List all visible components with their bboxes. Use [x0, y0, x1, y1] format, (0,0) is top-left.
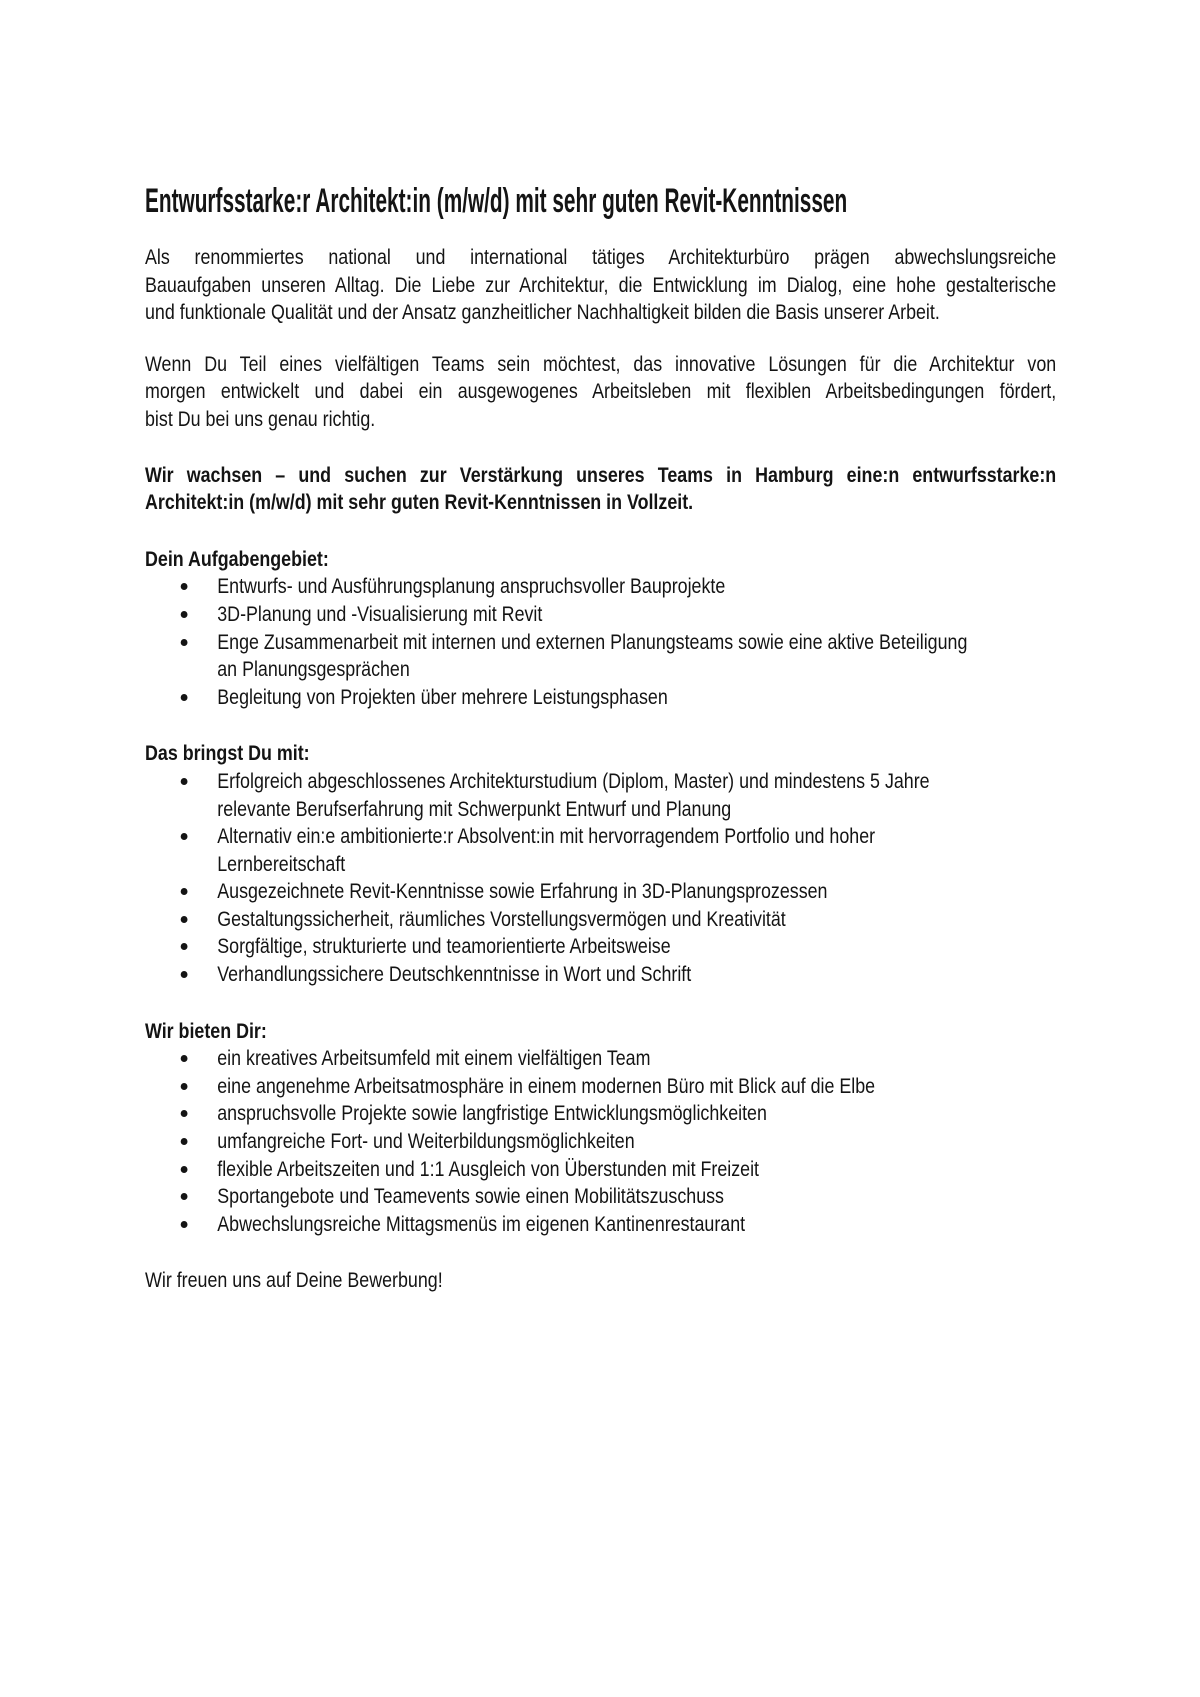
bullet-icon — [181, 1083, 188, 1090]
paragraph-line: Wir wachsen – und suchen zur Verstärkung unseres Teams in Hamburg eine:n entwurfsstarke:n — [145, 463, 1057, 487]
section-heading: Wir bieten Dir: — [145, 1019, 267, 1043]
list-item-text: Gestaltungssicherheit, räumliches Vorstellungsvermögen und Kreativität — [217, 907, 786, 931]
section-heading: Das bringst Du mit: — [145, 742, 310, 766]
list-item — [145, 601, 1056, 629]
list-item — [145, 1073, 1056, 1101]
bullet-icon — [181, 916, 188, 923]
bullet-icon — [181, 888, 188, 895]
bullet-icon — [181, 694, 188, 701]
intro-paragraph — [145, 351, 1056, 434]
list-item — [145, 768, 1056, 823]
list-item — [145, 933, 1056, 961]
list-item-text: Entwurfs- und Ausführungsplanung anspruchsvoller Bauprojekte — [217, 575, 726, 599]
list-item-text: ein kreatives Arbeitsumfeld mit einem vielfältigen Team — [217, 1047, 651, 1071]
list-item — [145, 906, 1056, 934]
bullet-icon — [181, 1110, 188, 1117]
list-item — [145, 684, 1056, 712]
paragraph-line: und funktionale Qualität und der Ansatz ganzheitlicher Nachhaltigkeit bilden die Basis unserer Arbeit. — [145, 301, 940, 325]
list-item-text: Verhandlungssichere Deutschkenntnisse in Wort und Schrift — [217, 963, 692, 987]
paragraph-line: morgen entwickelt und dabei ein ausgewogenes Arbeitsleben mit flexiblen Arbeitsbedingungen fördert, — [145, 380, 1057, 404]
list-item-text: Enge Zusammenarbeit mit internen und externen Planungsteams sowie eine aktive Beteiligung an Planungsgesprächen — [217, 630, 968, 682]
paragraph-line: Bauaufgaben unseren Alltag. Die Liebe zur Architektur, die Entwicklung im Dialog, eine hohe gestalterische — [145, 273, 1057, 297]
document-sections — [145, 546, 1056, 1239]
bullet-icon — [181, 611, 188, 618]
list-item — [145, 573, 1056, 601]
bullet-icon — [181, 971, 188, 978]
list-item-text: Sorgfältige, strukturierte und teamorientierte Arbeitsweise — [217, 935, 671, 959]
bullet-list — [145, 573, 1056, 711]
list-item-text: Alternativ ein:e ambitionierte:r Absolvent:in mit hervorragendem Portfolio und hoher Lernbereitschaft — [217, 825, 876, 876]
list-item — [145, 1128, 1056, 1156]
list-item-text: anspruchsvolle Projekte sowie langfristige Entwicklungsmöglichkeiten — [217, 1102, 767, 1126]
intro-paragraph — [145, 244, 1056, 327]
bullet-icon — [181, 943, 188, 950]
list-item-text: Sportangebote und Teamevents sowie einen Mobilitätszuschuss — [217, 1185, 724, 1209]
document-content — [145, 184, 1056, 1295]
closing-line: Wir freuen uns auf Deine Bewerbung! — [145, 1269, 443, 1293]
list-item — [145, 629, 1056, 684]
list-item — [145, 1156, 1056, 1184]
list-item — [145, 1183, 1056, 1211]
bullet-icon — [181, 1221, 188, 1228]
list-item — [145, 878, 1056, 906]
bullet-list — [145, 1045, 1056, 1238]
list-item — [145, 1211, 1056, 1239]
intro-paragraphs — [145, 244, 1056, 517]
list-item-text: eine angenehme Arbeitsatmosphäre in einem modernen Büro mit Blick auf die Elbe — [217, 1074, 876, 1098]
list-item-text: 3D-Planung und -Visualisierung mit Revit — [217, 602, 543, 626]
paragraph-line: Als renommiertes national und international tätiges Architekturbüro prägen abwechslungsreiche — [145, 246, 1057, 269]
list-item-text: Ausgezeichnete Revit-Kenntnisse sowie Erfahrung in 3D-Planungsprozessen — [217, 880, 828, 904]
paragraph-line: Wenn Du Teil eines vielfältigen Teams sein möchtest, das innovative Lösungen für die Architektur von — [145, 352, 1057, 376]
document-title: Entwurfsstarke:r Architekt:in (m/w/d) mit sehr guten Revit-Kenntnissen — [145, 182, 848, 220]
bullet-icon — [181, 1138, 188, 1145]
list-item-text: Erfolgreich abgeschlossenes Architekturstudium (Diplom, Master) und mindestens 5 Jahre relevante Berufserfahrung mit Schwerpunkt Entwurf und Planung — [217, 769, 930, 821]
bullet-list — [145, 768, 1056, 989]
list-item-text: Abwechslungsreiche Mittagsmenüs im eigenen Kantinenrestaurant — [217, 1212, 746, 1236]
list-item — [145, 1100, 1056, 1128]
bullet-icon — [181, 1193, 188, 1200]
paragraph-line: bist Du bei uns genau richtig. — [145, 407, 376, 431]
list-item — [145, 823, 1056, 878]
list-item-text: umfangreiche Fort- und Weiterbildungsmöglichkeiten — [217, 1130, 635, 1154]
bullet-icon — [181, 778, 188, 785]
bullet-icon — [181, 639, 188, 646]
intro-paragraph — [145, 462, 1056, 517]
section-heading: Dein Aufgabengebiet: — [145, 547, 329, 571]
list-item — [145, 1045, 1056, 1073]
bullet-icon — [181, 833, 188, 840]
bullet-icon — [181, 1166, 188, 1173]
bullet-icon — [181, 583, 188, 590]
list-item-text: flexible Arbeitszeiten und 1:1 Ausgleich von Überstunden mit Freizeit — [217, 1157, 760, 1181]
paragraph-line: Architekt:in (m/w/d) mit sehr guten Revit-Kenntnissen in Vollzeit. — [145, 491, 694, 515]
list-item — [145, 961, 1056, 989]
list-item-text: Begleitung von Projekten über mehrere Leistungsphasen — [217, 685, 668, 709]
bullet-icon — [181, 1055, 188, 1062]
